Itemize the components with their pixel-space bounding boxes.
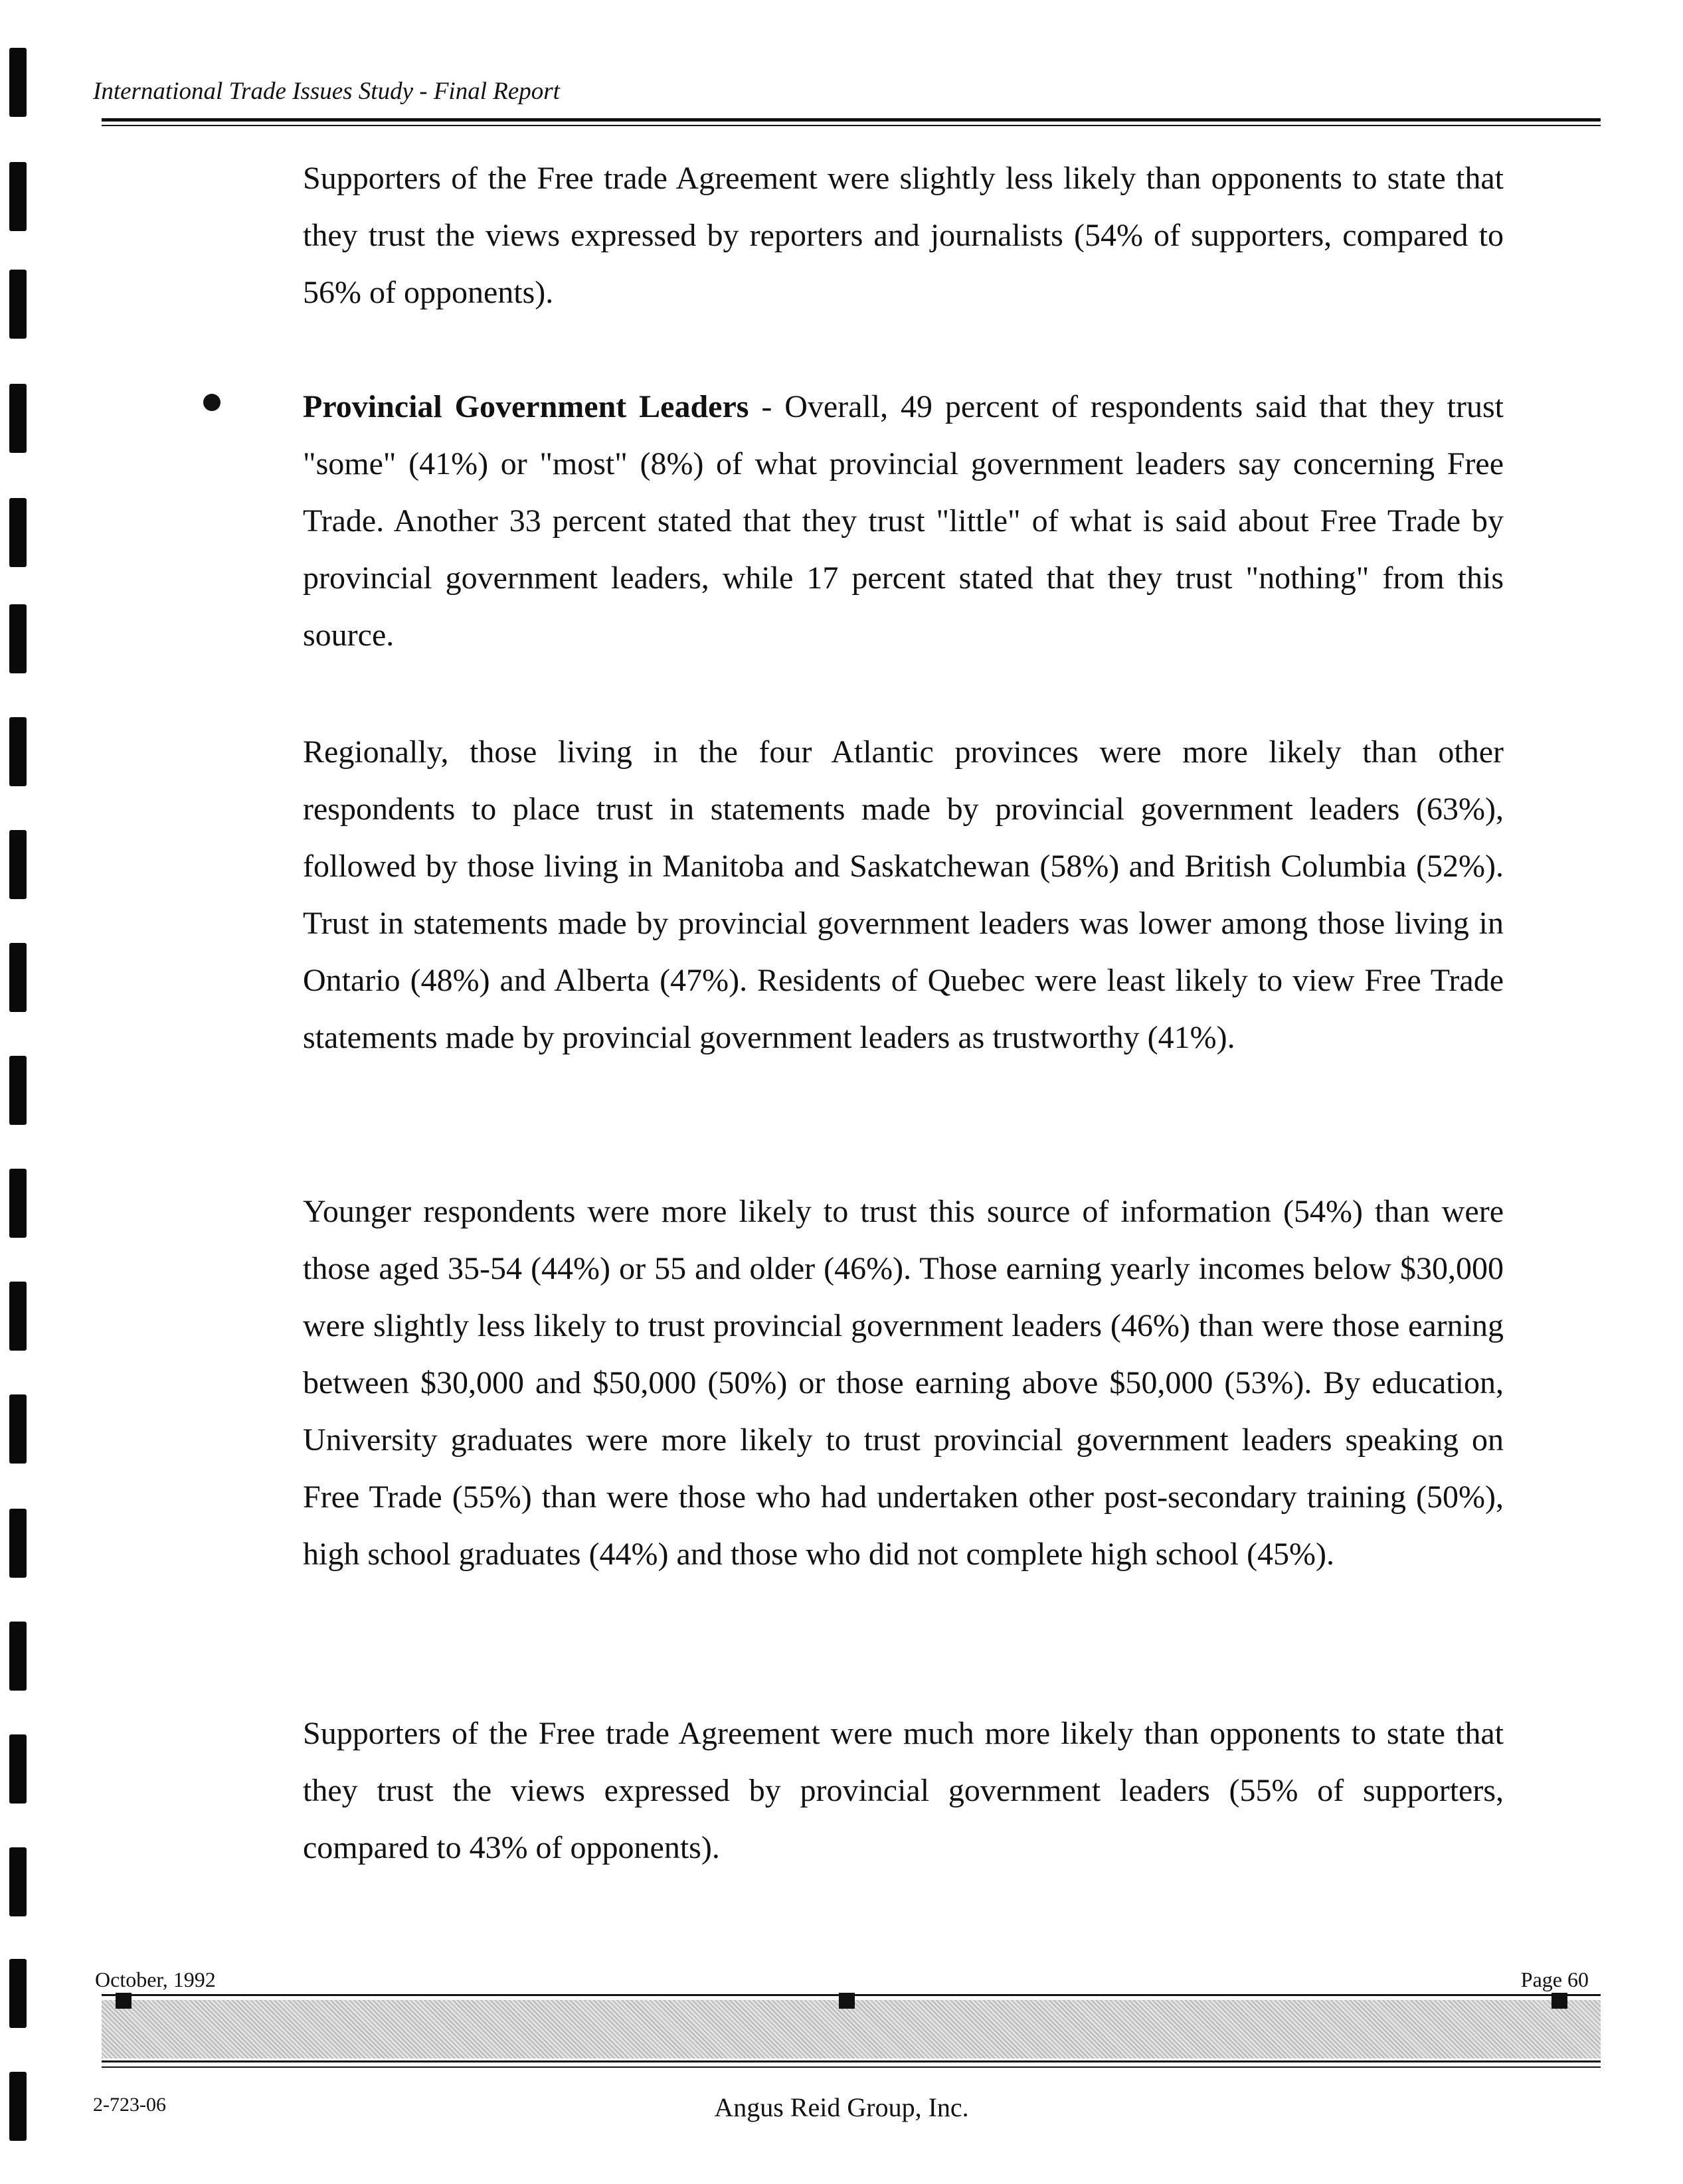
binder-mark bbox=[9, 604, 27, 673]
header-rule bbox=[102, 118, 1601, 122]
binder-mark bbox=[9, 270, 27, 339]
binder-mark bbox=[9, 1734, 27, 1804]
binder-mark bbox=[9, 1282, 27, 1351]
binder-mark bbox=[9, 1847, 27, 1916]
paragraph-demographics: Younger respondents were more likely to trust this source of information (54%) than were those aged 35-54 (44%) or 55 and older (46%). Those earning yearly incomes below $30,000 were slightly less likely to trust provincial government leaders (46%) than were those earning between $30,000 and $50,000 (50%) or those earning above $50,000 (53%). By education, University graduates were more likely to trust provincial government leaders speaking on Free Trade (55%) than were those who had undertaken other post-secondary training (50%), high school graduates (44%) and those who did not complete high school (45%). bbox=[303, 1194, 1504, 1572]
bullet-marker bbox=[203, 394, 221, 411]
binder-mark bbox=[9, 48, 27, 117]
binder-mark bbox=[9, 1394, 27, 1464]
footer-square-marker bbox=[116, 1993, 132, 2009]
paragraph-reporters-support: Supporters of the Free trade Agreement were slightly less likely than opponents to state that they trust the views expressed by reporters and journalists (54% of supporters, compared to 56% of opponents). bbox=[303, 161, 1504, 310]
footer-date: October, 1992 bbox=[95, 1968, 216, 1991]
binder-mark bbox=[9, 830, 27, 899]
bullet-text: - Overall, 49 percent of respondents said that they trust "some" (41%) or "most" (8%) of what provincial government leaders say concerning Free Trade. Another 33 percent stated that they trust "little" of what is said about Free Trade by provincial government leaders, while 17 percent stated that they trust "nothing" from this source. bbox=[303, 389, 1504, 653]
footer-company: Angus Reid Group, Inc. bbox=[714, 2092, 969, 2122]
header-rule bbox=[102, 125, 1601, 126]
binder-mark bbox=[9, 1622, 27, 1691]
binder-mark bbox=[9, 1509, 27, 1578]
binder-mark bbox=[9, 384, 27, 453]
footer-page-number: Page 60 bbox=[1520, 1968, 1589, 1991]
binder-mark bbox=[9, 162, 27, 231]
bullet-heading: Provincial Government Leaders bbox=[303, 389, 749, 424]
binder-mark bbox=[9, 498, 27, 567]
paragraph-supporters-opponents: Supporters of the Free trade Agreement were much more likely than opponents to state that they trust the views expressed by provincial government leaders (55% of supporters, compared to 43% of opponents). bbox=[303, 1716, 1504, 1865]
footer-square-marker bbox=[839, 1993, 855, 2009]
binder-mark bbox=[9, 943, 27, 1012]
paragraph-provincial-leaders bbox=[303, 378, 1504, 664]
footer-document-code: 2-723-06 bbox=[93, 2094, 166, 2116]
paragraph-regional: Regionally, those living in the four Atlantic provinces were more likely than other respondents to place trust in statements made by provincial government leaders (63%), followed by those living in Manitoba and Saskatchewan (58%) and British Columbia (52%). Trust in statements made by provincial government leaders was lower among those living in Ontario (48%) and Alberta (47%). Residents of Quebec were least likely to view Free Trade statements made by provincial government leaders as trustworthy (41%). bbox=[303, 734, 1504, 1055]
binder-mark bbox=[9, 717, 27, 786]
binder-mark bbox=[9, 1056, 27, 1125]
footer-square-marker bbox=[1551, 1993, 1567, 2009]
report-title: International Trade Issues Study - Final Report bbox=[93, 78, 560, 105]
footer-rule bbox=[102, 2066, 1601, 2068]
footer-pattern-band bbox=[102, 2000, 1601, 2058]
footer-rule bbox=[102, 2060, 1601, 2062]
binder-mark bbox=[9, 1169, 27, 1238]
binder-mark bbox=[9, 1959, 27, 2028]
